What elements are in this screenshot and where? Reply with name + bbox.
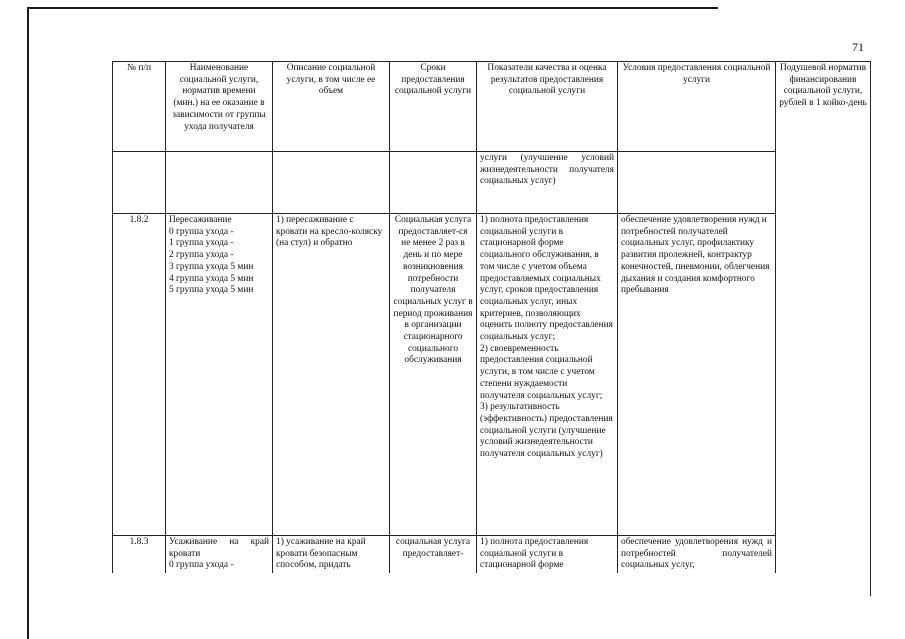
continuation-quality: услуги (улучшение условий жизнедеятельности получателя социальных услуг) bbox=[477, 152, 618, 214]
header-num: № п/п bbox=[113, 62, 166, 152]
scan-edge-left bbox=[27, 7, 29, 639]
page-number: 71 bbox=[852, 40, 864, 54]
social-services-table bbox=[112, 61, 871, 596]
table-header-row bbox=[113, 62, 871, 152]
continuation-row bbox=[113, 152, 871, 214]
header-quality: Показатели качества и оценка результатов предоставления социальной услуги bbox=[477, 62, 618, 152]
header-name: Наименование социальной услуги, норматив времени (мин.) на ее оказание в зависимости от группы ухода получателя bbox=[166, 62, 273, 152]
header-terms: Сроки предоставления социальной услуги bbox=[390, 62, 477, 152]
row-name: Усаживание на край кровати 0 группа ухода - bbox=[166, 536, 273, 596]
row-terms: Социальная услуга предоставляет-ся не менее 2 раз в день и по мере возникновения потребности получателя социальных услуг в период проживания в организации стационарного социального обслуживания bbox=[390, 214, 477, 536]
table-row bbox=[113, 214, 871, 536]
row-num: 1.8.2 bbox=[113, 214, 166, 536]
row-description: 1) пересаживание с кровати на кресло-коляску (на стул) и обратно bbox=[273, 214, 390, 536]
header-description: Описание социальной услуги, в том числе ее объем bbox=[273, 62, 390, 152]
row-terms: социальная услуга предоставляет- bbox=[390, 536, 477, 596]
header-financing: Подушевой норматив финансирования социальной услуги, рублей в 1 койко-день bbox=[776, 62, 871, 596]
header-conditions: Условия предоставления социальной услуги bbox=[618, 62, 776, 152]
page-bottom-crop bbox=[112, 573, 870, 639]
row-num: 1.8.3 bbox=[113, 536, 166, 596]
row-conditions: обеспечение удовлетворения нужд и потребностей получателей социальных услуг, профилактику развития пролежней, контрактур конечностей, пневмонии, облегчения дыхания и создания комфортного пребывания bbox=[618, 214, 776, 536]
scan-edge-top bbox=[28, 7, 718, 9]
row-quality: 1) полнота предоставления социальной услуги в стационарной форме социального обслуживания, в том числе с учетом объема предоставляемых социальных услуг, сроков предоставления социальных услуг, иных критериев, позволяющих оценить полноту предоставления социальных услуг; 2) своевременность предоставления социальной услуги, в том числе с учетом степени нуждаемости получателя социальных услуг; 3) результативность (эффективность) предоставления социальной услуги (улучшение условий жизнедеятельности получателя социальных услуг) bbox=[477, 214, 618, 536]
row-quality: 1) полнота предоставления социальной услуги в стационарной форме bbox=[477, 536, 618, 596]
row-conditions: обеспечение удовлетворения нужд и потребностей получателей социальных услуг, bbox=[618, 536, 776, 596]
row-name: Пересаживание 0 группа ухода - 1 группа ухода - 2 группа ухода - 3 группа ухода 5 мин 4 группа ухода 5 мин 5 группа ухода 5 мин bbox=[166, 214, 273, 536]
row-description: 1) усаживание на край кровати безопасным способом, придать bbox=[273, 536, 390, 596]
